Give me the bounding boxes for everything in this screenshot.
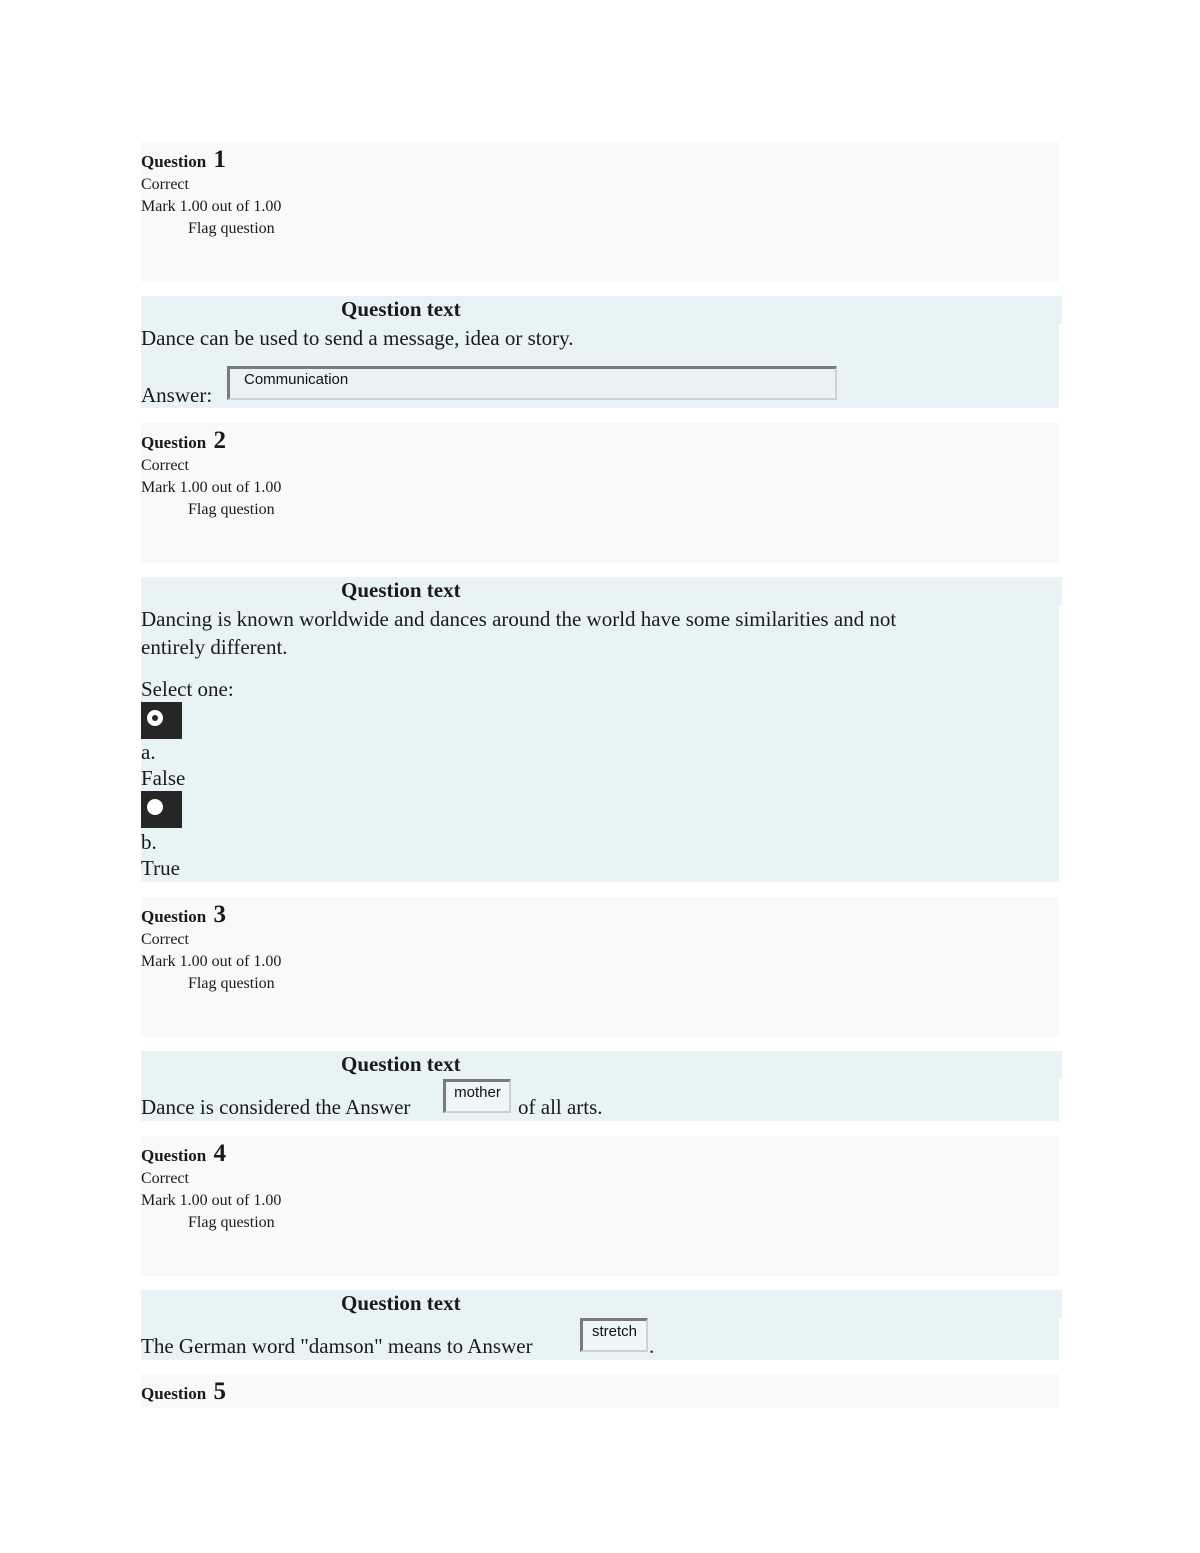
option-a-letter: a. xyxy=(141,740,156,764)
question-label: Question xyxy=(141,433,207,452)
question-label: Question xyxy=(141,907,207,926)
question-state: Correct xyxy=(141,931,189,948)
question-text-after: . xyxy=(649,1334,655,1358)
answer-input[interactable]: mother xyxy=(443,1079,511,1113)
question-label: Question xyxy=(141,1384,207,1403)
flag-question-link[interactable]: Flag question xyxy=(188,1214,275,1231)
question-grade: Mark 1.00 out of 1.00 xyxy=(141,1192,282,1209)
select-one-prompt: Select one: xyxy=(141,677,234,701)
question-state: Correct xyxy=(141,457,189,474)
question-number: 1 xyxy=(213,146,226,173)
option-a-radio[interactable] xyxy=(141,702,182,739)
question-5-info xyxy=(141,1374,1059,1408)
header-band xyxy=(1059,1290,1062,1318)
question-grade: Mark 1.00 out of 1.00 xyxy=(141,479,282,496)
question-grade: Mark 1.00 out of 1.00 xyxy=(141,198,282,215)
question-5-title xyxy=(141,1378,226,1406)
radio-checked-icon xyxy=(147,710,163,726)
question-3-title xyxy=(141,901,226,929)
question-1-title xyxy=(141,146,226,174)
question-4-title xyxy=(141,1140,226,1168)
question-grade: Mark 1.00 out of 1.00 xyxy=(141,953,282,970)
answer-label: Answer: xyxy=(141,383,213,407)
question-number: 4 xyxy=(213,1140,226,1167)
question-text-after: of all arts. xyxy=(518,1095,603,1119)
question-text: Dance can be used to send a message, idea or story. xyxy=(141,326,574,350)
question-4-info xyxy=(141,1136,1059,1276)
question-3-content xyxy=(141,1051,1059,1121)
option-a-label[interactable]: False xyxy=(141,766,186,790)
header-band xyxy=(1059,577,1062,605)
question-number: 5 xyxy=(213,1378,226,1405)
question-text-header: Question text xyxy=(341,1291,461,1315)
question-2-content xyxy=(141,577,1059,882)
question-number: 3 xyxy=(213,901,226,928)
option-b-label[interactable]: True xyxy=(141,856,180,880)
question-state: Correct xyxy=(141,176,189,193)
question-text-line-2: entirely different. xyxy=(141,635,288,659)
question-text-header: Question text xyxy=(341,578,461,602)
question-2-title xyxy=(141,427,226,455)
question-3-info xyxy=(141,897,1059,1037)
question-number: 2 xyxy=(213,427,226,454)
question-state: Correct xyxy=(141,1170,189,1187)
flag-question-link[interactable]: Flag question xyxy=(188,975,275,992)
question-text-header: Question text xyxy=(341,297,461,321)
question-text-header: Question text xyxy=(341,1052,461,1076)
question-4-content xyxy=(141,1290,1059,1360)
question-label: Question xyxy=(141,1146,207,1165)
option-b-radio[interactable] xyxy=(141,791,182,828)
question-1-info xyxy=(141,142,1059,282)
header-band xyxy=(1059,1051,1062,1079)
flag-question-link[interactable]: Flag question xyxy=(188,501,275,518)
question-label: Question xyxy=(141,152,207,171)
flag-question-link[interactable]: Flag question xyxy=(188,220,275,237)
question-text-line-1: Dancing is known worldwide and dances around the world have some similarities and not xyxy=(141,607,897,631)
answer-input[interactable]: Communication xyxy=(227,366,837,400)
question-1-content xyxy=(141,296,1059,408)
header-band xyxy=(1059,296,1062,324)
question-2-info xyxy=(141,423,1059,563)
option-b-letter: b. xyxy=(141,830,157,854)
answer-input[interactable]: stretch xyxy=(580,1318,648,1352)
question-text-before: Dance is considered the Answer xyxy=(141,1095,411,1119)
radio-unchecked-icon xyxy=(147,799,163,815)
question-text-before: The German word "damson" means to Answer xyxy=(141,1334,533,1358)
